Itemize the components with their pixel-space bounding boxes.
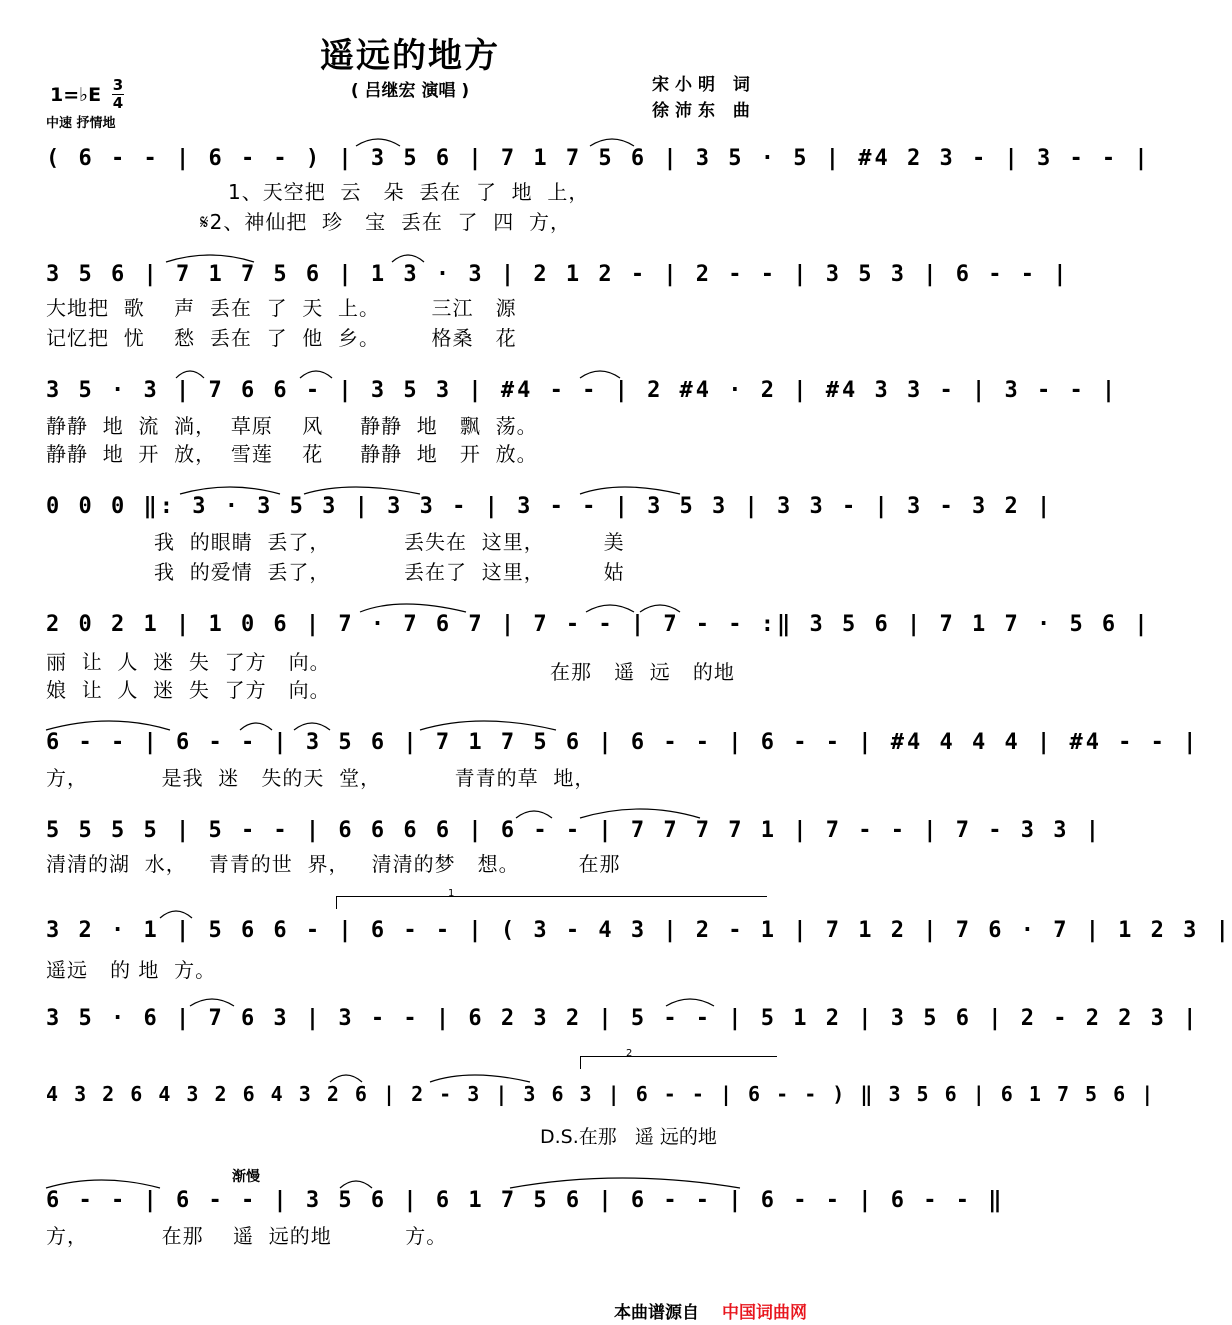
score-line-5-lyric-1: 丽 让 人 迷 失 了方 向。: [46, 650, 331, 674]
slur: [586, 605, 634, 612]
score-line-6-notes: 6 - - | 6 - - | 3 5 6 | 7 1 7 5 6 | 6 - - | 6 - - | #4 4 4 4 | #4 - - |: [46, 730, 1200, 755]
slur: [510, 1178, 740, 1188]
score-line-2-lyric-1: 大地把 歌 声 丢在 了 天 上。 三江 源: [46, 296, 517, 320]
score-line-3-lyric-1: 静静 地 流 淌， 草原 风 静静 地 飘 荡。: [46, 414, 538, 438]
score-line-2-lyric-2: 记忆把 忧 愁 丢在 了 他 乡。 格桑 花: [46, 326, 517, 350]
slur: [516, 811, 552, 818]
slur: [590, 139, 634, 146]
score-line-8-notes: 3 2 · 1 | 5 6 6 - | 6 - - | ( 3 - 4 3 | 2 - 1 | 7 1 2 | 7 6 · 7 | 1 2 3 |: [46, 918, 1232, 943]
tempo-marking: 中速 抒情地: [46, 116, 116, 131]
slur: [180, 487, 280, 494]
score-line-11-notes: 6 - - | 6 - - | 3 5 6 | 6 1 7 5 6 | 6 - - | 6 - - | 6 - - ‖: [46, 1188, 1005, 1213]
slur: [666, 999, 714, 1006]
slur: [304, 487, 420, 494]
lyricist-credit: 宋小明 词: [652, 75, 756, 95]
slur: [240, 723, 272, 730]
composer-credit: 徐沛东 曲: [652, 101, 756, 121]
key-signature: 1=♭E: [50, 84, 102, 106]
score-line-8-lyric-1: 遥远 的 地 方。: [46, 958, 217, 982]
slur: [166, 255, 254, 262]
slur: [580, 371, 620, 378]
tempo-direction-ritardando: 渐慢: [232, 1169, 260, 1185]
footer-source-label: 本曲谱源自: [614, 1303, 699, 1323]
performer-credit: ( 吕继宏 演唱 ): [350, 81, 470, 101]
slur: [430, 1075, 530, 1082]
score-line-10-lyric-right: D.S.在那 遥 远的地: [540, 1126, 717, 1148]
footer-site-name[interactable]: 中国词曲网: [722, 1303, 807, 1323]
slur: [420, 721, 556, 730]
volta-bracket-1: [336, 896, 767, 909]
score-line-2-notes: 3 5 6 | 7 1 7 5 6 | 1 3 · 3 | 2 1 2 - | 2 - - | 3 5 3 | 6 - - |: [46, 262, 1070, 287]
score-line-7-lyric-1: 清清的湖 水， 青青的世 界， 清清的梦 想。 在那: [46, 852, 621, 876]
slur: [176, 371, 204, 378]
score-line-1-notes: ( 6 - - | 6 - - ) | 3 5 6 | 7 1 7 5 6 | 3 5 · 5 | #4 2 3 - | 3 - - |: [46, 146, 1151, 171]
score-line-11-lyric-1: 方， 在那 遥 远的地 方。: [46, 1224, 448, 1248]
slur: [340, 1181, 372, 1188]
song-title: 遥远的地方: [320, 36, 500, 76]
slur: [356, 139, 400, 146]
meter-bottom: 4: [112, 94, 124, 112]
score-line-1-lyric-2: 𝄋2、神仙把 珍 宝 丢在 了 四 方，: [200, 210, 571, 234]
volta-number-2: 2: [626, 1048, 633, 1059]
volta-bracket-2: [580, 1056, 777, 1069]
score-line-9-notes: 3 5 · 6 | 7 6 3 | 3 - - | 6 2 3 2 | 5 - - | 5 1 2 | 3 5 6 | 2 - 2 2 3 |: [46, 1006, 1200, 1031]
slur: [300, 371, 332, 378]
slur: [330, 1075, 362, 1082]
meter-top: 3: [112, 76, 124, 94]
score-line-5-lyric-right: 在那 遥 远 的地: [550, 660, 735, 684]
slur: [392, 255, 424, 262]
score-line-4-notes: 0 0 0 ‖: 3 · 3 5 3 | 3 3 - | 3 - - | 3 5 3 | 3 3 - | 3 - 3 2 |: [46, 494, 1054, 519]
volta-number-1: 1: [448, 888, 455, 899]
score-line-5-lyric-2: 娘 让 人 迷 失 了方 向。: [46, 678, 331, 702]
score-line-3-lyric-2: 静静 地 开 放， 雪莲 花 静静 地 开 放。: [46, 442, 538, 466]
slur: [360, 604, 466, 612]
score-line-10-notes: 4 3 2 6 4 3 2 6 4 3 2 6 | 2 - 3 | 3 6 3 | 6 - - | 6 - - ) ‖ 3 5 6 | 6 1 7 5 6 |: [46, 1082, 1156, 1106]
score-line-1-lyric-1: 1、天空把 云 朵 丢在 了 地 上，: [228, 180, 590, 204]
score-line-4-lyric-1: 我 的眼睛 丢了， 丢失在 这里， 美: [154, 530, 625, 554]
score-line-4-lyric-2: 我 的爱情 丢了， 丢在了 这里， 姑: [154, 560, 625, 584]
slur: [580, 487, 680, 494]
score-line-6-lyric-1: 方， 是我 迷 失的天 堂， 青青的草 地，: [46, 766, 596, 790]
slur: [160, 911, 192, 918]
slur: [294, 723, 330, 730]
score-line-7-notes: 5 5 5 5 | 5 - - | 6 6 6 6 | 6 - - | 7 7 7 7 1 | 7 - - | 7 - 3 3 |: [46, 818, 1102, 843]
slur: [46, 721, 170, 730]
slur: [46, 1180, 160, 1188]
score-line-5-notes: 2 0 2 1 | 1 0 6 | 7 · 7 6 7 | 7 - - | 7 - - :‖ 3 5 6 | 7 1 7 · 5 6 |: [46, 612, 1151, 637]
slur: [580, 809, 700, 818]
score-line-3-notes: 3 5 · 3 | 7 6 6 - | 3 5 3 | #4 - - | 2 #4 · 2 | #4 3 3 - | 3 - - |: [46, 378, 1119, 403]
slur: [190, 999, 234, 1006]
slur: [640, 605, 680, 612]
